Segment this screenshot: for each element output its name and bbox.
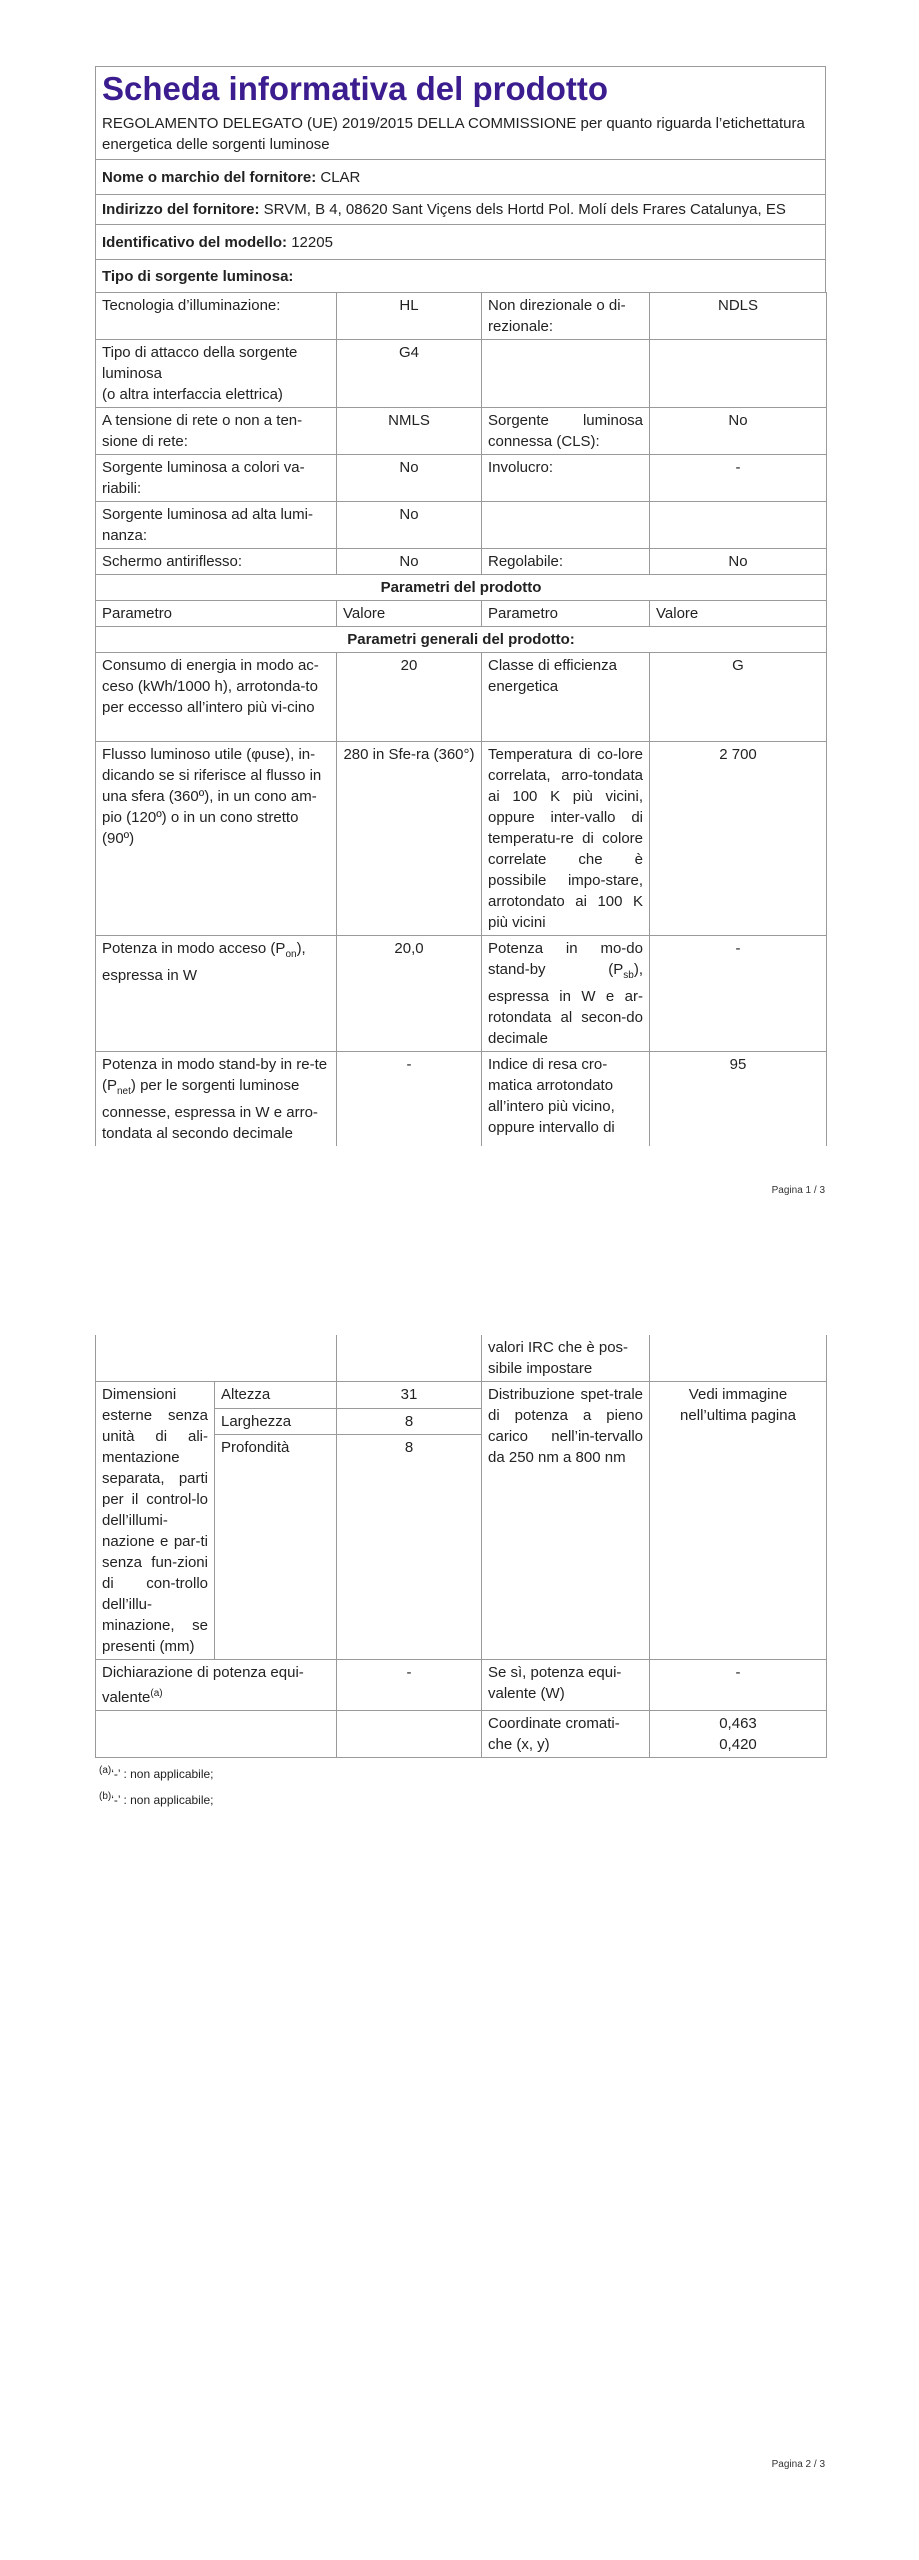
section-title: Parametri del prodotto — [96, 575, 827, 601]
empty-cell — [650, 502, 827, 549]
title-cell — [96, 67, 826, 160]
envelope-value: - — [650, 455, 827, 502]
equivalent-power-label: Se sì, potenza equi-valente (W) — [482, 1660, 650, 1711]
footnote-b-text: ‘-’ : non applicabile; — [111, 1793, 214, 1807]
equivalent-power-value: - — [650, 1660, 827, 1711]
supplier-name-label: Nome o marchio del fornitore: — [102, 168, 317, 186]
product-sheet-page1 — [95, 66, 826, 1146]
document-subtitle: REGOLAMENTO DELEGATO (UE) 2019/2015 DELLA COMMISSIONE per quanto riguarda l’etichettatura energetica delle sorgenti luminose — [102, 115, 805, 153]
empty-cell — [96, 1711, 337, 1758]
mains-label: A tensione di rete o non a ten-sione di rete: — [96, 408, 337, 455]
directional-label: Non direzionale o di-rezionale: — [482, 293, 650, 340]
footnote-b — [99, 1788, 214, 1809]
cri-label-part2: valori IRC che è pos-sibile impostare — [482, 1335, 650, 1382]
flux-label: Flusso luminoso utile (φuse), in-dicando se si riferisce al flusso in una sfera (360º), in un cono am-pio (120º) o in un cono stretto (90º) — [96, 742, 337, 936]
envelope-label: Involucro: — [482, 455, 650, 502]
page-number: Pagina 1 / 3 — [771, 1185, 825, 1196]
standby-power-label-b: ), espressa in W e ar-rotondata al secon-do decimale — [488, 961, 643, 1047]
empty-cell — [650, 340, 827, 408]
connected-label: Sorgente luminosa connessa (CLS): — [482, 408, 650, 455]
chromaticity-y: 0,420 — [719, 1736, 757, 1753]
standby-power-label-a: Potenza in mo-do stand-by (P — [488, 940, 643, 978]
chromaticity-label: Coordinate cromati-che (x, y) — [482, 1711, 650, 1758]
networked-standby-label — [96, 1052, 337, 1147]
technology-value: HL — [337, 293, 482, 340]
footnote-a-text: ‘-’ : non applicabile; — [111, 1767, 214, 1781]
cap-type-label — [96, 340, 337, 408]
model-id-row — [96, 225, 826, 260]
colour-tunable-value: No — [337, 455, 482, 502]
empty-cell — [337, 1335, 482, 1382]
on-mode-power-sub: on — [285, 949, 297, 960]
footnote-a-mark: (a) — [99, 1765, 112, 1776]
standby-power-label — [482, 936, 650, 1052]
cct-value: 2 700 — [650, 742, 827, 936]
efficiency-value: G — [650, 653, 827, 742]
on-mode-power-label-b: ), espressa in W — [102, 940, 306, 984]
energy-label: Consumo di energia in modo ac-ceso (kWh/1000 h), arrotonda-to per eccesso all’intero più vi-cino — [96, 653, 337, 742]
dimmable-label: Regolabile: — [482, 549, 650, 575]
height-label: Altezza — [215, 1382, 337, 1409]
cct-label: Temperatura di co-lore correlata, arro-tondata ai 100 K più vicini, oppure inter-vallo di temperatu-re di colore correlate che è possibile impo-stare, arrotondato ai 100 K più vicini — [482, 742, 650, 936]
high-luminance-label: Sorgente luminosa ad alta lumi-nanza: — [96, 502, 337, 549]
networked-standby-value: - — [337, 1052, 482, 1147]
header-table — [95, 66, 826, 293]
depth-value: 8 — [337, 1435, 482, 1660]
mains-value: NMLS — [337, 408, 482, 455]
cap-type-label-line2: (o altra interfaccia elettrica) — [102, 386, 283, 403]
empty-cell — [650, 1335, 827, 1382]
networked-standby-sub: net — [117, 1086, 131, 1097]
networked-standby-label-a: Potenza in modo stand-by in re-te (P — [102, 1056, 328, 1094]
page-1 — [0, 0, 919, 1230]
flux-value: 280 in Sfe-ra (360°) — [337, 742, 482, 936]
width-label: Larghezza — [215, 1408, 337, 1435]
column-header-value: Valore — [337, 601, 482, 627]
on-mode-power-label — [96, 936, 337, 1052]
cri-value: 95 — [650, 1052, 827, 1147]
depth-label: Profondità — [215, 1435, 337, 1660]
energy-value: 20 — [337, 653, 482, 742]
dimensions-label: Dimensioni esterne senza unità di ali-mentazione separata, parti per il control-lo dell’illumi-nazione e par-ti senza fun-zioni di con-trollo dell’illu-minazione, se presenti (mm) — [96, 1382, 215, 1660]
on-mode-power-label-a: Potenza in modo acceso (P — [102, 940, 286, 957]
type-table — [95, 292, 827, 1146]
on-mode-power-value: 20,0 — [337, 936, 482, 1052]
equivalent-power-claim-value: - — [337, 1660, 482, 1711]
empty-cell — [482, 502, 650, 549]
general-section-title: Parametri generali del prodotto: — [96, 627, 827, 653]
width-value: 8 — [337, 1408, 482, 1435]
equivalent-power-claim-text: Dichiarazione di potenza equi-valente — [102, 1664, 304, 1706]
standby-power-value: - — [650, 936, 827, 1052]
empty-cell — [337, 1711, 482, 1758]
efficiency-label: Classe di efficienza energetica — [482, 653, 650, 742]
footnote-ref-a: (a) — [150, 1688, 163, 1699]
spectral-distribution-label: Distribuzione spet-trale di potenza a pieno carico nell’in-tervallo da 250 nm a 800 nm — [482, 1382, 650, 1660]
supplier-address-value: SRVM, B 4, 08620 Sant Viçens dels Hortd Pol. Molí dels Frares Catalunya, ES — [263, 201, 786, 218]
model-id-label: Identificativo del modello: — [102, 233, 288, 251]
connected-value: No — [650, 408, 827, 455]
colour-tunable-label: Sorgente luminosa a colori va-riabili: — [96, 455, 337, 502]
high-luminance-value: No — [337, 502, 482, 549]
continuation-table — [95, 1335, 827, 1758]
equivalent-power-claim-label — [96, 1660, 337, 1711]
product-sheet-page2 — [95, 1335, 826, 1758]
anti-glare-value: No — [337, 549, 482, 575]
anti-glare-label: Schermo antiriflesso: — [96, 549, 337, 575]
cri-label-part1: Indice di resa cro-matica arrotondato all’intero più vicino, oppure intervallo di — [482, 1052, 650, 1147]
cap-type-value: G4 — [337, 340, 482, 408]
model-id-value: 12205 — [291, 233, 333, 251]
light-source-type-label: Tipo di sorgente luminosa: — [96, 260, 826, 293]
empty-cell — [482, 340, 650, 408]
standby-power-sub: sb — [623, 970, 634, 981]
networked-standby-label-b: ) per le sorgenti luminose connesse, espressa in W e arro-tondata al secondo decimale — [102, 1077, 318, 1142]
supplier-address-label: Indirizzo del fornitore: — [102, 201, 260, 218]
page-number: Pagina 2 / 3 — [771, 2459, 825, 2470]
footnote-b-mark: (b) — [99, 1791, 112, 1802]
supplier-name-value: CLAR — [320, 168, 361, 186]
column-header-parameter: Parametro — [482, 601, 650, 627]
document-title: Scheda informativa del prodotto — [102, 70, 609, 107]
chromaticity-value — [650, 1711, 827, 1758]
dimmable-value: No — [650, 549, 827, 575]
supplier-name-row — [96, 160, 826, 195]
directional-value: NDLS — [650, 293, 827, 340]
technology-label: Tecnologia d’illuminazione: — [96, 293, 337, 340]
cap-type-label-line1: Tipo di attacco della sorgente luminosa — [102, 344, 298, 382]
empty-cell — [96, 1335, 337, 1382]
footnote-a — [99, 1762, 214, 1783]
column-header-value: Valore — [650, 601, 827, 627]
supplier-address-row — [96, 195, 826, 225]
spectral-distribution-value: Vedi immagine nell’ultima pagina — [650, 1382, 827, 1660]
column-header-parameter: Parametro — [96, 601, 337, 627]
page-2 — [0, 1230, 919, 2560]
chromaticity-x: 0,463 — [719, 1715, 757, 1732]
height-value: 31 — [337, 1382, 482, 1409]
